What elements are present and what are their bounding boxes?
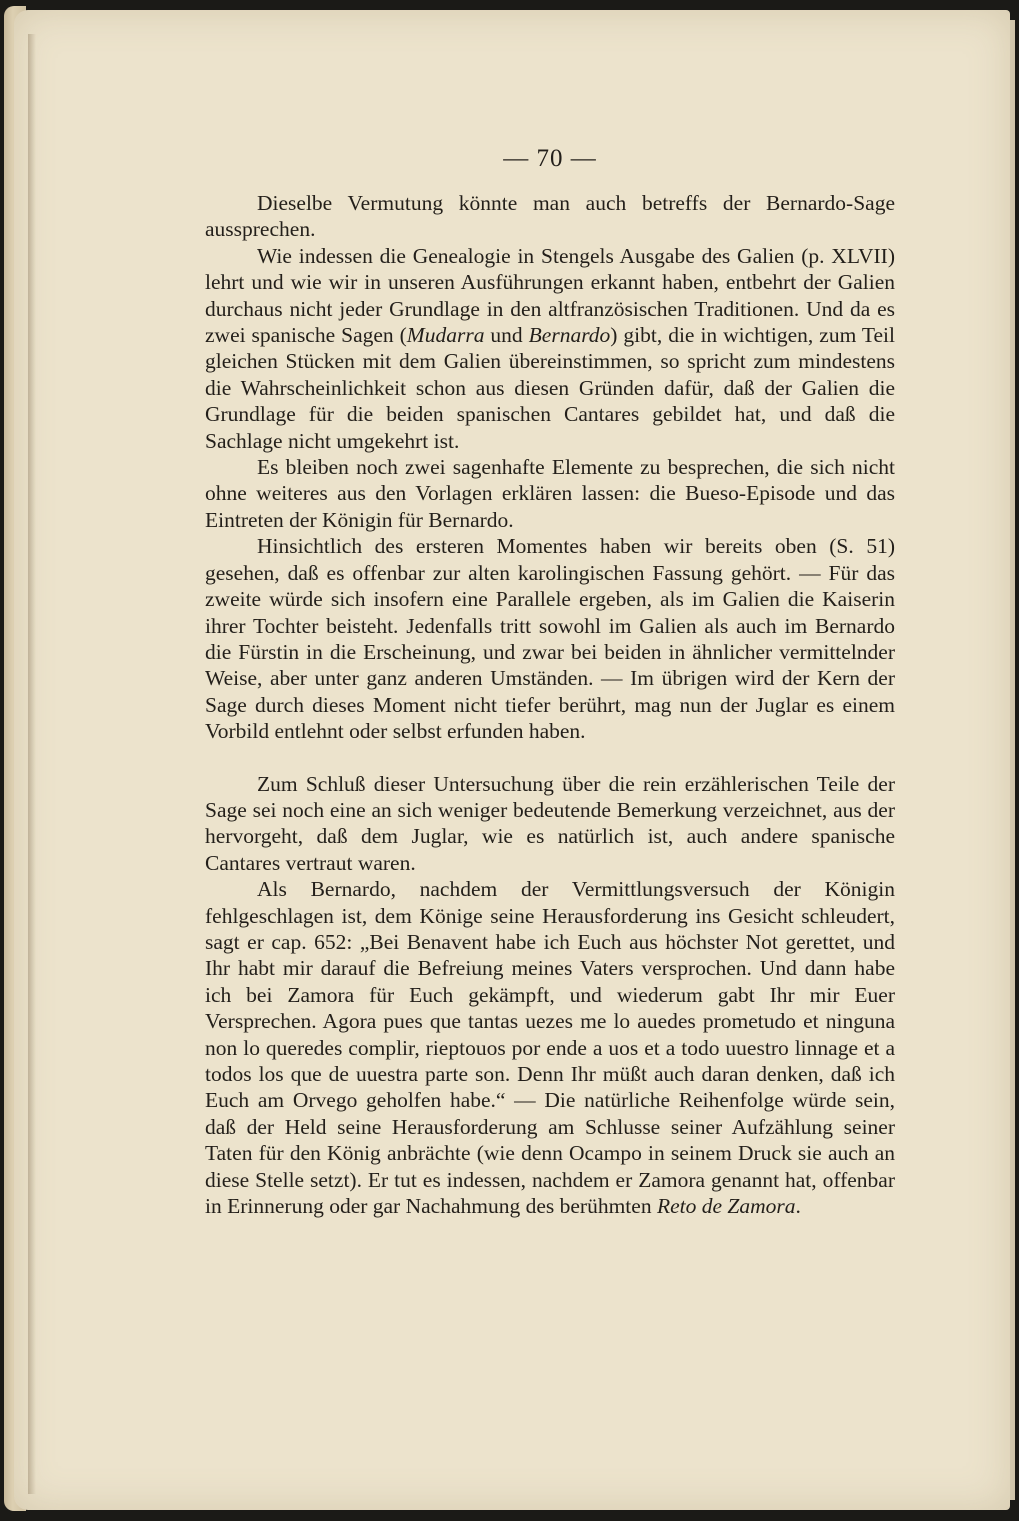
paragraph-6-text: Als Bernardo, nachdem der Vermittlungsversuch der Königin fehlgeschlagen ist, dem Könige seine Herausforderung ins Gesicht schleudert, sagt er cap. 652: „Bei Benavent habe ich Euch aus höchster Not gerettet, und Ihr habt mir darauf die Befreiung meines Vaters versprochen. Und dann habe ich bei Zamora für Euch gekämpft, und wiederum gabt Ihr mir Euer Versprechen. Agora pues que tantas uezes me lo auedes prometudo et ninguna non lo queredes complir, rieptouos por ende a uos et a todo uuestro linnage et a todos los que de uuestra parte son. Denn Ihr müßt auch daran denken, daß ich Euch am Orvego geholfen habe.“ — Die natürliche Reihenfolge würde sein, daß der Held seine Herausforderung am Schlusse seiner Aufzählung seiner Taten für den König anbrächte (wie denn Ocampo in seinem Druck sie auch an diese Stelle setzt). Er tut es indessen, nachdem er Zamora genannt hat, offenbar in Erinnerung oder gar Nachahmung des berühmten	[205, 877, 895, 1219]
paragraph-2-italic-mudarra: Mudarra	[406, 323, 485, 348]
page-number: — 70 —	[503, 145, 597, 172]
paragraph-2-mid: und	[484, 323, 529, 348]
paragraph-2-tail: ) gibt, die in wichtigen, zum Teil gleichen Stücken mit dem Galien übereinstimmen, so spricht zum mindestens die Wahrscheinlichkeit schon aus diesen Gründen dafür, daß der Galien die Grundlage für die beiden spanischen Cantares gebildet hat, und daß die Sachlage nicht umgekehrt ist.	[205, 323, 895, 453]
paragraph-4-text: Hinsichtlich des ersteren Momentes haben wir bereits oben (S. 51) gesehen, daß es offenbar zur alten karolingischen Fassung gehört. — Für das zweite würde sich insofern eine Parallele ergeben, als im Galien die Kaiserin ihrer Tochter beisteht. Jedenfalls tritt sowohl im Galien als auch im Bernardo die Fürstin in die Erscheinung, und zwar bei beiden in ähnlicher vermittelnder Weise, aber unter ganz anderen Umständen. — Im übrigen wird der Kern der Sage durch dieses Moment nicht tiefer berührt, mag nun der Juglar es einem Vorbild entlehnt oder selbst erfunden haben.	[205, 534, 895, 744]
paragraph-3-text: Es bleiben noch zwei sagenhafte Elemente zu besprechen, die sich nicht ohne weiteres aus den Vorlagen erklären lassen: die Bueso-Episode und das Eintreten der Königin für Bernardo.	[205, 455, 895, 532]
paragraph-1-text: Dieselbe Vermutung könnte man auch betreffs der Bernardo-Sage aussprechen.	[205, 191, 895, 242]
paragraph-6-tail: .	[795, 1194, 801, 1219]
paragraph-6-italic-reto: Reto de Zamora	[656, 1194, 796, 1219]
paragraph-5	[205, 771, 895, 877]
paragraph-6	[205, 876, 895, 1219]
paragraph-5-text: Zum Schluß dieser Untersuchung über die rein erzählerischen Teile der Sage sei noch eine an sich weniger bedeutende Bemerkung verzeichnet, aus der hervorgeht, daß dem Juglar, wie es natürlich ist, auch andere spanische Cantares vertraut waren.	[205, 771, 895, 875]
page-binding-shadow	[28, 34, 36, 1494]
paragraph-2-text: Wie indessen die Genealogie in Stengels Ausgabe des Galien (p. XLVII) lehrt und wie wir in unseren Ausführungen erkannt haben, entbehrt der Galien durchaus nicht jeder Grundlage in den altfranzösischen Traditionen. Und da es zwei spanische Sagen (	[205, 243, 895, 348]
paragraph-4	[205, 533, 895, 744]
paragraph-2	[205, 243, 895, 454]
body-text	[205, 190, 895, 1219]
paragraph-1	[205, 190, 895, 243]
paragraph-2-italic-bernardo: Bernardo	[528, 323, 611, 348]
paragraph-3	[205, 454, 895, 533]
